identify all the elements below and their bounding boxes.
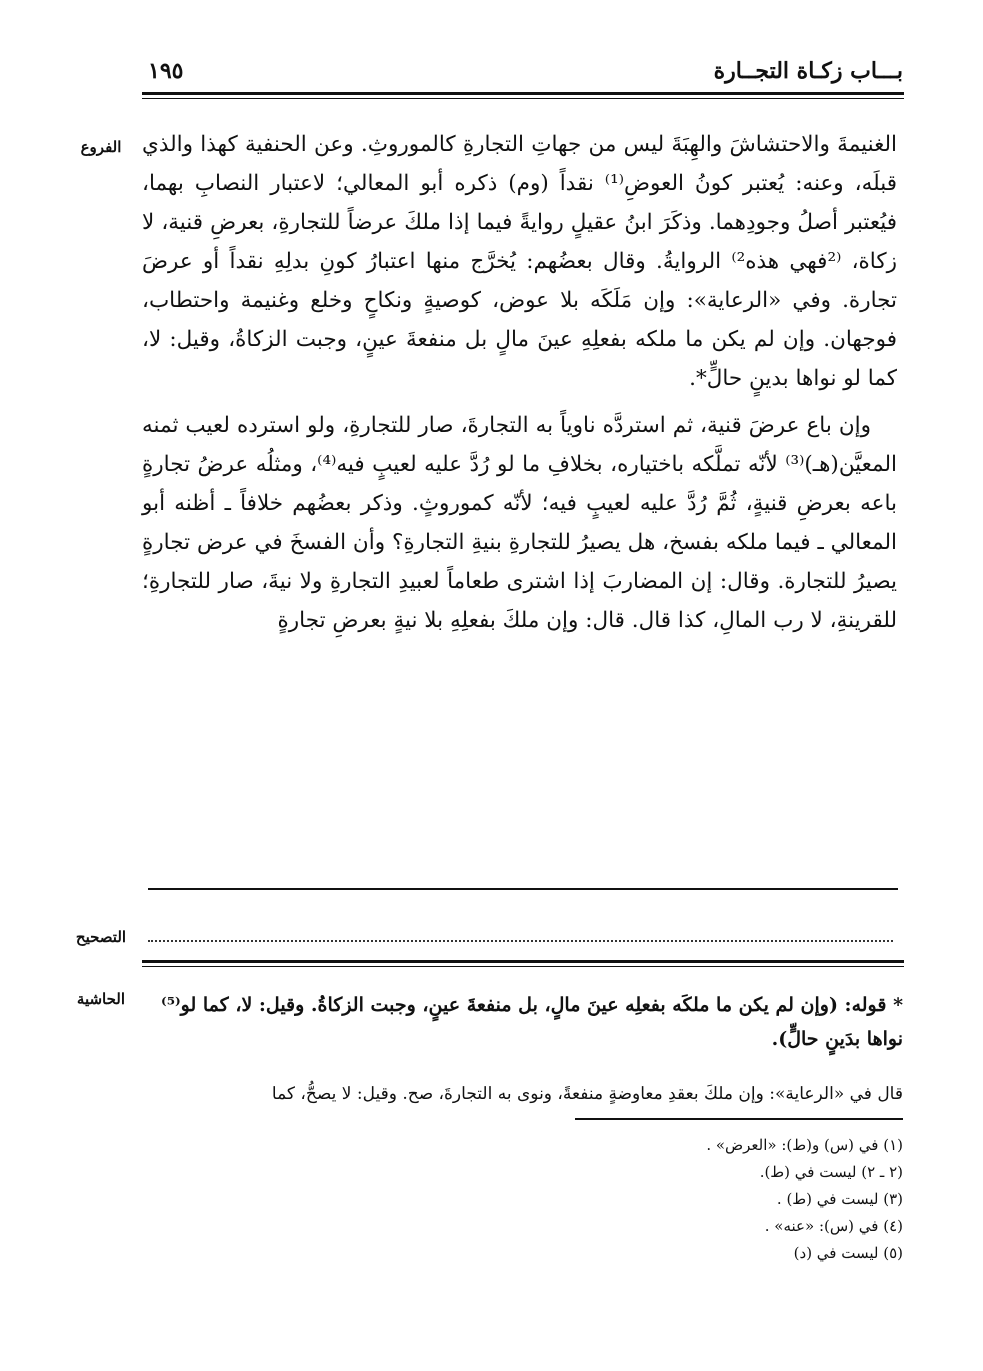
footnote: (٣) ليست في (ط) .: [776, 1190, 903, 1208]
tashih-dotted-line: [148, 940, 893, 942]
page-number: ١٩٥: [148, 58, 184, 84]
side-label-furu: الفروع: [80, 138, 122, 156]
header-rule-thin: [142, 98, 904, 99]
hashiya-rule-thick: [142, 960, 904, 963]
side-label-hashiya: الحاشية: [76, 990, 126, 1008]
main-paragraph: وإن باع عرضَ قنية، ثم استردَّه ناوياً به التجارةَ، صار للتجارةِ، ولو استرده لعيب ثمنه المعيَّن(هـ)⁽³⁾ لأنّه تملَّكه باختياره، بخلافِ ما لو رُدَّ عليه لعيبٍ فيه⁽⁴⁾، ومثلُه عرضُ تجارةٍ باعه بعرضِ قنيةٍ، ثُمَّ رُدَّ عليه لعيبٍ فيه؛ لأنّه كموروثٍ. وذكر بعضُهم خلافاً ـ أظنه أبو المعالي ـ فيما ملكه بفسخ، هل يصيرُ للتجارةِ بنيةِ التجارةِ؟ وأن الفسخَ في عرض تجارةٍ يصيرُ للتجارة. وقال: إن المضاربَ إذا اشترى طعاماً لعبيدِ التجارةِ ولا نيةَ، صار للتجارةِ؛ للقرينةِ، لا رب المالِ، كذا قال. قال: وإن ملكَ بفعلِهِ بلا نيةٍ بعرضِ تجارةٍ: [142, 413, 897, 633]
hashiya-continuation: قال في «الرعاية»: وإن ملكَ بعقدِ معاوضةٍ منفعةً، ونوى به التجارةَ، صح. وقيل: لا يصحُّ، كما: [271, 1084, 903, 1104]
side-label-tashih: التصحيح: [75, 928, 127, 946]
hashiya-rule-thin: [142, 966, 904, 967]
footnote-separator: [575, 1118, 903, 1120]
main-paragraph: الغنيمةَ والاحتشاشَ والهِبَةَ ليس من جهاتِ التجارةِ كالموروثِ. وعن الحنفية كهذا والذي قبلَه، وعنه: يُعتبر كونُ العوضِ⁽¹⁾ نقداً (وم) ذكره أبو المعالي؛ لاعتبار النصابِ بهما، فيُعتبر أصلُ وجودِهما. وذكَرَ ابنُ عقيلٍ روايةً فيما إذا ملكَ عرضاً للتجارةِ، بعرضِ قنية، لا زكاة، ⁽²فهي هذه²⁾ الروايةُ. وقال بعضُهم: يُخرَّج منها اعتبارُ كونِ بدلِهِ نقداً أو عرضَ تجارة. وفي «الرعاية»: وإن مَلَكَه بلا عوض، كوصيةٍ ونكاحٍ وخلع وغنيمة واحتطاب، فوجهان. وإن لم يكن ما ملكه بفعلِهِ عينَ مالٍ بل منفعةَ عينٍ، وجبت الزكاةُ، وقيل: لا، كما لو نواها بدينٍ حالٍّ*.: [142, 132, 897, 391]
main-text: [142, 125, 897, 640]
footnote: (٤) في (س): «عنه» .: [764, 1217, 903, 1235]
footnote: (١) في (س) و(ط): «العرض» .: [706, 1136, 903, 1154]
running-title: بـــاب زكـاة التجــارة: [713, 58, 903, 84]
footnotes: [450, 1132, 903, 1267]
footnote: (٥) ليست في (د): [793, 1244, 903, 1262]
hashiya-text: * قوله: (وإن لم يكن ما ملكَه بفعلِه عينَ مالٍ، بل منفعةَ عينٍ، وجبت الزكاةُ. وقيل: لا، كما لو⁽⁵⁾ نواها بدَينٍ حالٍّ).: [161, 994, 903, 1050]
main-text-underline: [148, 888, 898, 890]
footnote: (٢ ـ ٢) ليست في (ط).: [759, 1163, 903, 1181]
page-header: [138, 58, 903, 92]
header-rule-thick: [142, 92, 904, 95]
